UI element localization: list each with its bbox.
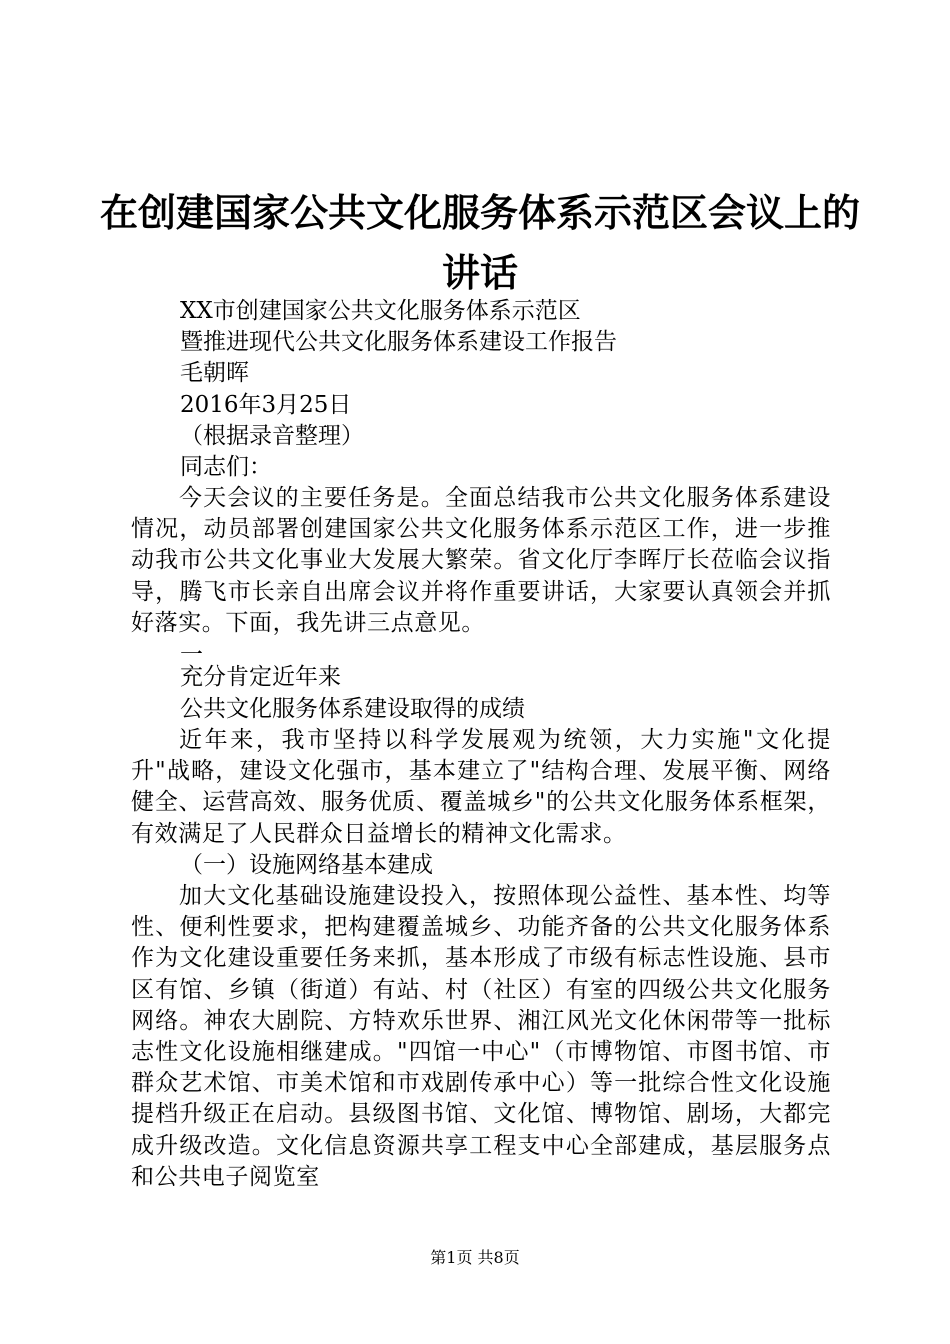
section-title-line2: 公共文化服务体系建设取得的成绩 — [180, 696, 525, 722]
report-subtitle-line: 暨推进现代公共文化服务体系建设工作报告 — [180, 329, 617, 355]
achievements-paragraph: 近年来，我市坚持以科学发展观为统领，大力实施"文化提升"战略，建设文化强市，基本建立了"结构合理、发展平衡、网络健全、运营高效、服务优质、覆盖城乡"的公共文化服务体系框架，有效满足了人民群众日益增长的精神文化需求。 — [131, 727, 831, 847]
report-date: 2016年3月25日 — [180, 392, 352, 418]
page-footer: 第1页 共8页 — [430, 1248, 520, 1267]
document-title: 在创建国家公共文化服务体系示范区会议上的讲话 — [100, 190, 861, 295]
subsection-heading: （一）设施网络基本建成 — [180, 852, 433, 878]
author-name: 毛朝晖 — [180, 360, 249, 386]
report-city-line: XX市创建国家公共文化服务体系示范区 — [180, 298, 581, 324]
transcript-note: （根据录音整理） — [180, 423, 364, 449]
facilities-paragraph: 加大文化基础设施建设投入，按照体现公益性、基本性、均等性、便利性要求，把构建覆盖城乡、功能齐备的公共文化服务体系作为文化建设重要任务来抓，基本形成了市级有标志性设施、县市区有馆、乡镇（街道）有站、村（社区）有室的四级公共文化服务网络。神农大剧院、方特欢乐世界、湘江风光文化休闲带等一批标志性文化设施相继建成。"四馆一中心"（市博物馆、市图书馆、市群众艺术馆、市美术馆和市戏剧传承中心）等一批综合性文化设施提档升级正在启动。县级图书馆、文化馆、博物馆、剧场，大都完成升级改造。文化信息资源共享工程支中心全部建成，基层服务点和公共电子阅览室 — [131, 883, 831, 1190]
salutation: 同志们： — [180, 454, 272, 480]
section-number: 一 — [180, 642, 203, 668]
intro-paragraph: 今天会议的主要任务是。全面总结我市公共文化服务体系建设情况，动员部署创建国家公共文化服务体系示范区工作，进一步推动我市公共文化事业大发展大繁荣。省文化厅李晖厅长莅临会议指导，腾飞市长亲自出席会议并将作重要讲话，大家要认真领会并抓好落实。下面，我先讲三点意见。 — [131, 485, 831, 636]
section-title-line1: 充分肯定近年来 — [180, 664, 341, 690]
